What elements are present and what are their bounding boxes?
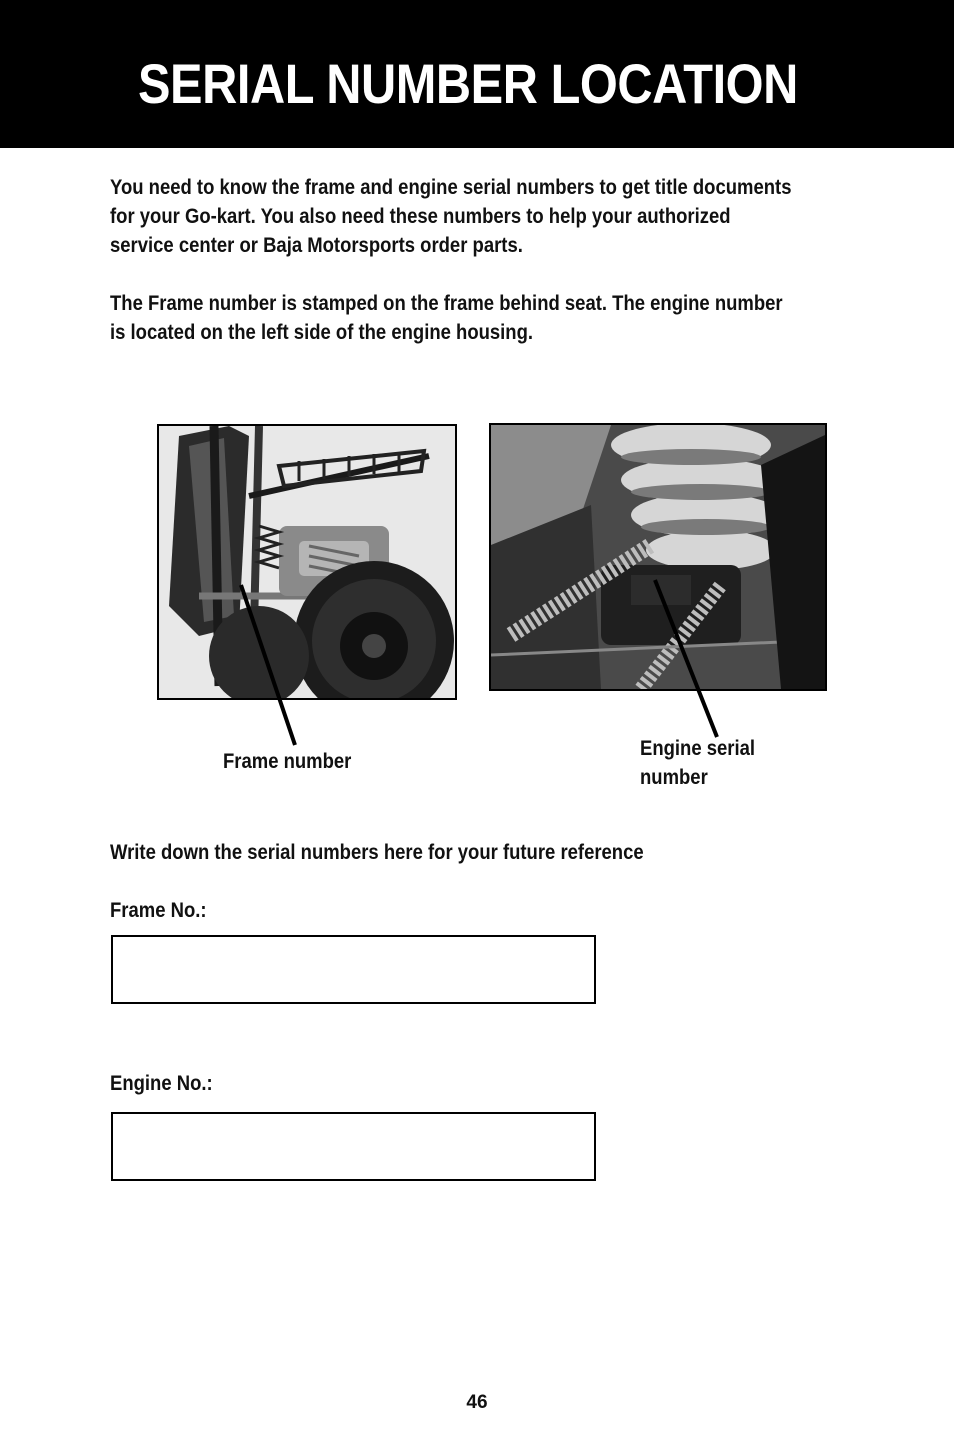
- page-title: SERIAL NUMBER LOCATION: [138, 52, 798, 115]
- location-paragraph: [110, 289, 832, 347]
- engine-number-caption: [640, 734, 755, 792]
- intro-paragraph: [110, 173, 832, 260]
- engine-no-field[interactable]: [111, 1112, 596, 1181]
- reference-note: Write down the serial numbers here for your future reference: [110, 841, 644, 864]
- frame-no-label: Frame No.:: [110, 899, 207, 922]
- intro-line: service center or Baja Motorsports order parts.: [110, 234, 523, 257]
- frame-number-caption: Frame number: [223, 750, 352, 773]
- engine-no-label: Engine No.:: [110, 1072, 213, 1095]
- location-line: is located on the left side of the engine housing.: [110, 321, 534, 344]
- location-line: The Frame number is stamped on the frame behind seat. The engine number: [110, 292, 783, 315]
- engine-photo: [489, 423, 827, 691]
- frame-no-field[interactable]: [111, 935, 596, 1004]
- frame-photo: [157, 424, 457, 700]
- page-number: 46: [466, 1392, 488, 1413]
- intro-line: for your Go-kart. You also need these numbers to help your authorized: [110, 205, 731, 228]
- intro-line: You need to know the frame and engine serial numbers to get title documents: [110, 176, 792, 199]
- engine-caption-line: Engine serial: [640, 737, 756, 760]
- engine-caption-line: number: [640, 766, 708, 789]
- header-bar: [0, 0, 954, 148]
